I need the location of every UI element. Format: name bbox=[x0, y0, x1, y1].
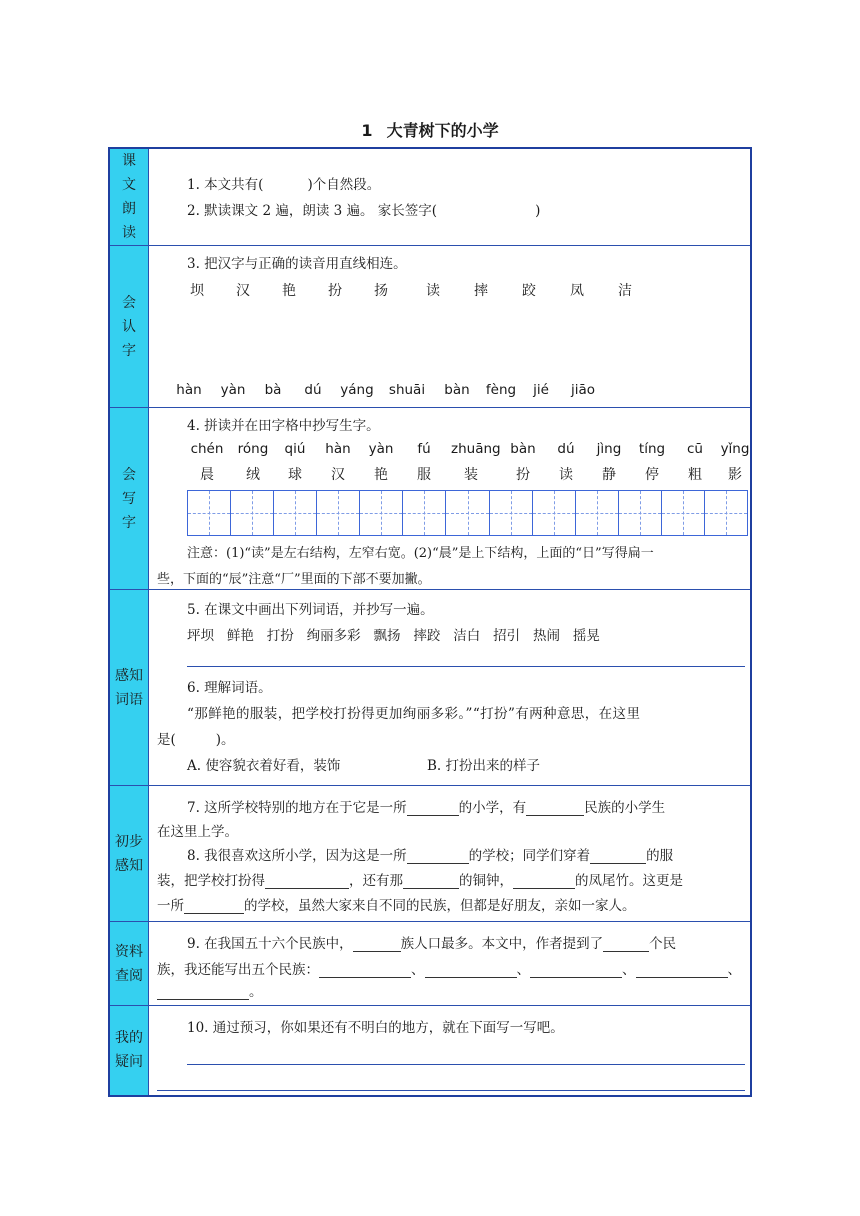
grid-cell[interactable] bbox=[317, 491, 360, 535]
option-b[interactable]: B. 打扮出来的样子 bbox=[427, 758, 541, 774]
pinyin: chén bbox=[190, 441, 224, 457]
grid-cell[interactable] bbox=[619, 491, 662, 535]
pinyin[interactable]: bàn bbox=[444, 382, 470, 398]
char: 绒 bbox=[246, 467, 260, 483]
section-recognize bbox=[109, 246, 751, 408]
grid-cell[interactable] bbox=[274, 491, 317, 535]
blank[interactable] bbox=[513, 874, 575, 889]
char: 晨 bbox=[200, 467, 214, 483]
pinyin[interactable]: yáng bbox=[340, 382, 374, 398]
blank[interactable] bbox=[157, 985, 249, 1000]
pinyin: yǐng bbox=[720, 441, 750, 457]
char[interactable]: 艳 bbox=[282, 283, 296, 299]
q4-text: 4. 拼读并在田字格中抄写生字。 bbox=[187, 418, 380, 434]
blank[interactable] bbox=[319, 963, 411, 978]
char: 球 bbox=[288, 467, 302, 483]
blank[interactable] bbox=[403, 874, 459, 889]
pinyin: cū bbox=[687, 441, 703, 457]
q2-text: 2. 默读课文 2 遍，朗读 3 遍。 家长签字( bbox=[187, 203, 438, 219]
q5-text: 5. 在课文中画出下列词语，并抄写一遍。 bbox=[187, 602, 434, 618]
char[interactable]: 扮 bbox=[328, 283, 342, 299]
grid-cell[interactable] bbox=[231, 491, 274, 535]
q3-text: 3. 把汉字与正确的读音用直线相连。 bbox=[187, 256, 407, 272]
pinyin[interactable]: yàn bbox=[220, 382, 246, 398]
pinyin[interactable]: shuāi bbox=[388, 382, 426, 398]
section-label: 感知词语 bbox=[109, 590, 149, 786]
pinyin[interactable]: fèng bbox=[485, 382, 517, 398]
grid-cell[interactable] bbox=[662, 491, 705, 535]
answer-line[interactable] bbox=[187, 1064, 745, 1065]
lesson-title: 大青树下的小学 bbox=[386, 121, 499, 140]
q1-text: 1. 本文共有( bbox=[187, 177, 264, 193]
pinyin[interactable]: dú bbox=[304, 382, 322, 398]
blank[interactable] bbox=[265, 874, 349, 889]
blank[interactable] bbox=[530, 963, 622, 978]
blank[interactable] bbox=[407, 801, 459, 816]
copy-line[interactable] bbox=[187, 666, 745, 667]
char[interactable]: 洁 bbox=[618, 283, 632, 299]
char: 粗 bbox=[688, 467, 702, 483]
lesson-number: 1 bbox=[361, 121, 373, 140]
blank[interactable] bbox=[526, 801, 584, 816]
pinyin[interactable]: jié bbox=[533, 382, 549, 398]
section-reading: 课文朗读 1. 本文共有( )个自然段。 2. 默读课文 2 遍，朗读 3 遍。 家长签字( ) bbox=[109, 148, 751, 246]
section-first-impression: 初步感知 7. 这所学校特别的地方在于它是一所 的小学，有 民族的小学生 在这里上学。 8. 我很喜欢这所小学，因为这是一所 的学校；同学们穿着 的服 装，把学校打扮得 ，还有那 的铜钟， 的凤尾竹。这更是 一所 的学校，虽然大家来自不同的民族，但都是好朋友，亲如一家人。 bbox=[109, 786, 751, 922]
section-label: 课文朗读 bbox=[109, 148, 149, 246]
pinyin: zhuāng bbox=[451, 441, 501, 457]
char: 装 bbox=[464, 467, 478, 483]
page-title bbox=[0, 118, 860, 141]
char[interactable]: 凤 bbox=[570, 283, 584, 299]
char: 读 bbox=[559, 467, 573, 483]
char: 汉 bbox=[331, 467, 345, 483]
grid-cell[interactable] bbox=[188, 491, 231, 535]
note-line-1: 注意：(1)“读”是左右结构，左窄右宽。(2)“晨”是上下结构，上面的“日”写得扁一 bbox=[187, 546, 654, 561]
section-label: 我的疑问 bbox=[109, 1006, 149, 1096]
blank[interactable] bbox=[407, 849, 469, 864]
char[interactable]: 读 bbox=[426, 283, 440, 299]
q10-text: 10. 通过预习，你如果还有不明白的地方，就在下面写一写吧。 bbox=[187, 1020, 564, 1036]
answer-line[interactable] bbox=[157, 1090, 745, 1091]
char: 静 bbox=[602, 467, 616, 483]
blank[interactable] bbox=[636, 963, 728, 978]
section-label: 会认字 bbox=[109, 246, 149, 408]
section-label: 资料查阅 bbox=[109, 922, 149, 1006]
char[interactable]: 跤 bbox=[522, 283, 536, 299]
grid-cell[interactable] bbox=[360, 491, 403, 535]
pinyin: fú bbox=[417, 441, 431, 457]
grid-cell[interactable] bbox=[576, 491, 619, 535]
grid-cell[interactable] bbox=[533, 491, 576, 535]
char: 影 bbox=[728, 467, 742, 483]
note-line-2: 些，下面的“辰”注意“厂”里面的下部不要加撇。 bbox=[157, 572, 431, 587]
char[interactable]: 摔 bbox=[474, 283, 488, 299]
char: 停 bbox=[645, 467, 659, 483]
blank[interactable] bbox=[353, 937, 401, 952]
pinyin: róng bbox=[237, 441, 269, 457]
char: 服 bbox=[417, 467, 431, 483]
grid-cell[interactable] bbox=[705, 491, 747, 535]
pinyin: tíng bbox=[638, 441, 666, 457]
grid-cell[interactable] bbox=[446, 491, 489, 535]
char[interactable]: 扬 bbox=[374, 283, 388, 299]
tianzige-grid[interactable] bbox=[187, 490, 748, 536]
char[interactable]: 坝 bbox=[190, 283, 204, 299]
worksheet-table bbox=[108, 147, 752, 1097]
section-label: 初步感知 bbox=[109, 786, 149, 922]
q6-text: 6. 理解词语。 bbox=[187, 680, 272, 696]
pinyin: yàn bbox=[368, 441, 394, 457]
section-words: 感知词语 5. 在课文中画出下列词语，并抄写一遍。 坪坝 鲜艳 打扮 绚丽多彩 飘扬 摔跤 洁白 招引 热闹 摇晃 6. 理解词语。 “那鲜艳的服装，把学校打扮得更加绚丽多彩。”“打扮”有两种意思，在这里 是( )。 A. 使容貌衣着好看，装饰 B. 打扮出来的样子 bbox=[109, 590, 751, 786]
word-list: 坪坝 鲜艳 打扮 绚丽多彩 飘扬 摔跤 洁白 招引 热闹 摇晃 bbox=[187, 628, 600, 644]
section-questions bbox=[109, 1006, 751, 1096]
char: 扮 bbox=[516, 467, 530, 483]
pinyin[interactable]: hàn bbox=[176, 382, 202, 398]
pinyin: jìng bbox=[596, 441, 622, 457]
pinyin: hàn bbox=[325, 441, 351, 457]
pinyin: qiú bbox=[284, 441, 306, 457]
grid-cell[interactable] bbox=[490, 491, 533, 535]
blank[interactable] bbox=[590, 849, 646, 864]
option-a[interactable]: A. 使容貌衣着好看，装饰 bbox=[187, 758, 341, 774]
pinyin[interactable]: jiāo bbox=[570, 382, 596, 398]
grid-cell[interactable] bbox=[403, 491, 446, 535]
blank[interactable] bbox=[425, 963, 517, 978]
pinyin: bàn bbox=[510, 441, 536, 457]
pinyin: dú bbox=[557, 441, 575, 457]
section-research: 资料查阅 9. 在我国五十六个民族中， 族人口最多。本文中，作者提到了 个民 族，我还能写出五个民族： 、 、 、 、 。 bbox=[109, 922, 751, 1006]
char[interactable]: 汉 bbox=[236, 283, 250, 299]
blank[interactable] bbox=[603, 937, 649, 952]
blank[interactable] bbox=[184, 899, 244, 914]
char: 艳 bbox=[374, 467, 388, 483]
section-label: 会写字 bbox=[109, 408, 149, 590]
section-write bbox=[109, 408, 751, 590]
q6-sentence: “那鲜艳的服装，把学校打扮得更加绚丽多彩。”“打扮”有两种意思，在这里 bbox=[187, 706, 641, 722]
pinyin[interactable]: bà bbox=[264, 382, 282, 398]
